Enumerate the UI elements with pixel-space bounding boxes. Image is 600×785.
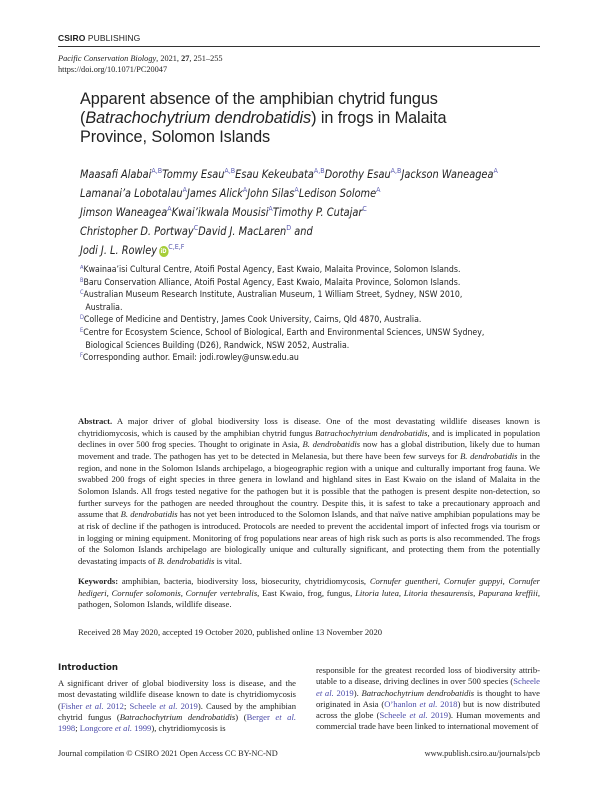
author: [80, 243, 184, 257]
affiliation-text: Baru Conservation Alliance, Atoifi Postal Agency, East Kwaio, Malaita Province, Solomon Islands.: [83, 277, 461, 288]
abstract-label: Abstract.: [78, 416, 113, 426]
author-name: Esau Kekeubata: [235, 167, 314, 181]
author: [325, 167, 402, 181]
header-rule: [58, 46, 540, 47]
author-name: Jodi J. L. Rowley: [80, 243, 158, 258]
body-text: ) but is now distributed across the globe (: [316, 698, 540, 721]
author-affiliation-marker[interactable]: A: [376, 185, 381, 195]
italic-text: B. dendrobatidis: [157, 555, 215, 566]
intro-column-left: [58, 678, 296, 734]
citation-link[interactable]: 2012: [103, 700, 124, 711]
affiliation-key: E: [80, 327, 84, 334]
italic-text: Litoria lutea, Litoria thesaurensis, Papurana kreffiii: [355, 587, 538, 598]
author-name: Jackson Waneagea: [401, 167, 494, 181]
affiliation-key: D: [80, 315, 84, 322]
article-title: [80, 89, 472, 146]
citation-link[interactable]: Berger: [246, 711, 276, 722]
author-affiliation-marker[interactable]: A: [294, 185, 299, 195]
author-name: John Silas: [247, 186, 295, 201]
received-dates: Received 28 May 2020, accepted 19 October 2020, published online 13 November 2020: [78, 627, 383, 637]
affiliation-list: [80, 264, 543, 365]
italic-text: B. dendrobatidis: [120, 509, 178, 520]
body-text: ) (: [235, 711, 247, 722]
author: [198, 224, 291, 238]
section-heading-introduction: Introduction: [58, 663, 119, 673]
journal-name: Pacific Conservation Biology: [58, 54, 157, 63]
citation-link[interactable]: et al.: [85, 700, 104, 711]
italic-text: Batrachochytrium dendrobatidis: [315, 427, 428, 438]
author-name: Jimson Waneagea: [80, 205, 168, 220]
citation-link[interactable]: 2019: [427, 710, 449, 721]
affiliation: [80, 264, 486, 277]
author-affiliation-marker[interactable]: C: [362, 204, 367, 214]
citation-link[interactable]: Scheele: [379, 710, 410, 721]
affiliation-key: A: [80, 265, 84, 271]
affiliation-key: F: [80, 353, 83, 360]
author-name: David J. MacLaren: [198, 224, 287, 239]
citation-link[interactable]: O’hanlon: [384, 698, 420, 709]
author: [247, 186, 299, 200]
affiliation-text: Corresponding author. Email: jodi.rowley@unsw.edu.au: [82, 353, 299, 364]
publisher-rest: PUBLISHING: [85, 33, 141, 43]
author-name: Dorothy Esau: [324, 167, 391, 181]
citation-link[interactable]: 2019: [177, 700, 198, 711]
citation-link[interactable]: et al.: [275, 711, 296, 722]
affiliation: [80, 277, 486, 290]
author-name: Ledison Solome: [298, 186, 377, 201]
author-affiliation-marker[interactable]: C: [193, 223, 199, 233]
affiliation: [80, 314, 486, 327]
author: [80, 205, 172, 219]
intro-column-right: [316, 665, 540, 733]
body-text: amphibian, bacteria, biodiversity loss, biosecurity, chytridiomycosis,: [118, 576, 370, 586]
citation-link[interactable]: Scheele: [513, 676, 540, 687]
author: [273, 205, 367, 219]
author-name: Lamanai’a Lobotalau: [80, 186, 183, 201]
body-text: is thought to have originated in Asia (: [316, 687, 540, 709]
title-part2: ) in frogs in Malaita Province, Solomon Islands: [80, 108, 447, 146]
body-text: now has a global distribution, likely due to human movement and trade. The pathogen has yet to be detected in Melanesia, but there have been few surveys for: [78, 439, 540, 461]
affiliation-text: Centre for Ecosystem Science, School of Biological, Earth and Environmental Sciences, UNSW Sydney, Biological Sciences Building (D26), Randwick, NSW 2052, Australia.: [83, 327, 485, 351]
citation-link[interactable]: 2019: [333, 687, 354, 698]
author-affiliation-marker[interactable]: A: [242, 185, 248, 195]
author-affiliation-marker[interactable]: A,B: [313, 166, 325, 175]
italic-text: B. dendrobatidis: [460, 450, 518, 461]
body-text: ).: [353, 687, 362, 698]
orcid-icon[interactable]: iD: [160, 248, 167, 256]
citation-link[interactable]: et al.: [409, 710, 428, 721]
body-text: , and is implicated in population declines in over 500 frog species. Thought to originate in Asia,: [78, 427, 541, 450]
citation-link[interactable]: 1999: [132, 723, 152, 734]
author-list: [80, 165, 506, 260]
journal-year: , 2021,: [156, 54, 182, 63]
author: [299, 186, 381, 200]
citation-link[interactable]: 1998: [58, 723, 76, 734]
keywords-label: Keywords:: [78, 576, 119, 586]
author-affiliation-marker[interactable]: C,E,F: [168, 242, 185, 252]
author-name: Maasafi Alabai: [80, 167, 152, 181]
affiliation: [80, 327, 504, 352]
affiliation-text: Australian Museum Research Institute, Australian Museum, 1 William Street, Sydney, NSW 2010, Australia.: [83, 290, 463, 313]
author: [235, 167, 324, 181]
body-text: has not yet been introduced to the Solomon Islands, and that naïve native amphibian populations may be at risk of decline if the pathogen is introduced. Protocols are needed to prevent the accidental import of infected frogs via tourism or in logging or mining equipment. Monitoring of frog populations near areas of high risk such as ports is also recommended. The frogs of the Solomon Islands archipelago are biologically unique and culturally significant, and protecting them from the potentially devastating impacts of: [78, 509, 540, 566]
journal-citation: [58, 53, 223, 75]
italic-text: Batrachochytrium dendrobatidis: [361, 687, 475, 698]
italic-text: Cornufer guentheri, Cornufer guppyi, Cornufer hedigeri, Cornufer solomonis, Cornufer vertebralis: [78, 576, 540, 598]
author-affiliation-marker[interactable]: A,B: [151, 166, 163, 175]
author-affiliation-marker[interactable]: A: [167, 204, 172, 214]
body-text: in the region, and none in the Solomon Islands archipelago, a biogeographic region with a unique and culturally important frog fauna. We swabbed 200 frogs of eight species in three genera in lowland and highland sites in East Kwaio on the island of Malaita in the Solomon Islands. All frogs tested negative for the pathogen but it is possible that the pathogen is present despite non-detection, so further surveys for the pathogen are needed throughout the country. Despite this, it is safest to take a precautionary approach and assume that: [78, 450, 540, 520]
doi-link[interactable]: https://doi.org/10.1071/PC20047: [58, 65, 168, 74]
author: [187, 186, 247, 200]
body-text: responsible for the greatest recorded loss of biodiversity attributable to a disease, driving declines in over 500 species (: [316, 665, 540, 687]
body-text: ;: [123, 700, 130, 711]
citation-link[interactable]: et al.: [114, 723, 132, 734]
affiliation: [80, 352, 486, 365]
citation-link[interactable]: Fisher: [60, 700, 86, 711]
body-text: ), chytridiomycosis is: [151, 723, 226, 734]
author-name: Timothy P. Cutajar: [272, 205, 363, 220]
author: [162, 167, 235, 181]
affiliation-text: Kwainaa’isi Cultural Centre, Atoifi Postal Agency, East Kwaio, Malaita Province, Solomon Islands.: [83, 265, 461, 275]
body-text: ;: [75, 723, 80, 734]
affiliation: [80, 289, 486, 314]
keywords: [78, 576, 540, 611]
title-part1: Apparent absence of the amphibian chytrid fungus (: [80, 89, 438, 127]
title-italic: Batrachochytrium dendrobatidis: [85, 108, 312, 127]
body-text: is vital.: [214, 555, 242, 566]
author: [401, 167, 497, 181]
body-text: , East Kwaio, frog, fungus,: [257, 587, 356, 598]
body-text: A major driver of global biodiversity loss is disease. One of the most devastating wildlife diseases known is chytridiomycosis, which is caused by the amphibian chytrid fungus: [78, 416, 540, 438]
author-name: Tommy Esau: [162, 167, 225, 181]
author-affiliation-marker[interactable]: A: [268, 204, 273, 214]
authors-and: and: [294, 224, 313, 239]
author: [80, 167, 162, 181]
citation-link[interactable]: Longcore: [79, 723, 115, 734]
author-affiliation-marker[interactable]: A: [493, 166, 498, 175]
abstract: [78, 416, 540, 568]
citation-link[interactable]: et al.: [159, 700, 178, 711]
author-affiliation-marker[interactable]: D: [286, 223, 292, 233]
footer-copyright: Journal compilation © CSIRO 2021 Open Access CC BY-NC-ND: [58, 749, 278, 758]
author-affiliation-marker[interactable]: A,B: [224, 166, 236, 175]
citation-link[interactable]: Scheele: [129, 700, 160, 711]
author: [80, 186, 187, 200]
author-name: James Alick: [186, 186, 243, 201]
body-text: ). Human movements and commercial trade have been linked to international movement of: [316, 710, 540, 732]
author-name: Christopher D. Portway: [80, 224, 194, 239]
affiliation-key: B: [80, 277, 84, 284]
body-text: A significant driver of global biodiversity loss is disease, and the most devastating wildlife disease known to date is chytridiomycosis (: [58, 678, 296, 711]
footer-journal-url[interactable]: www.publish.csiro.au/journals/pcb: [424, 749, 540, 758]
author-name: Kwai’ikwala Mousisi: [171, 205, 269, 220]
publisher-bold: CSIRO: [58, 33, 86, 43]
author: [80, 224, 198, 238]
author: [172, 205, 273, 219]
italic-text: B. dendrobatidis: [302, 439, 361, 450]
citation-link[interactable]: et al.: [316, 687, 334, 698]
journal-pages: , 251–255: [189, 54, 223, 63]
citation-link[interactable]: et al.: [419, 698, 438, 709]
citation-link[interactable]: 2018: [437, 698, 458, 709]
italic-text: Batrachochytrium dendrobatidis: [119, 711, 236, 722]
body-text: ). Caused by the amphibian chytrid fungus (: [58, 700, 296, 722]
body-text: , pathogen, Solomon Islands, wildlife disease.: [78, 587, 540, 610]
author-affiliation-marker[interactable]: A: [182, 185, 187, 195]
author-affiliation-marker[interactable]: A,B: [390, 166, 402, 175]
journal-volume: 27: [181, 54, 190, 63]
affiliation-key: C: [80, 290, 84, 297]
publisher-name: [58, 33, 140, 43]
affiliation-text: College of Medicine and Dentistry, James Cook University, Cairns, Qld 4870, Australia.: [83, 315, 422, 326]
